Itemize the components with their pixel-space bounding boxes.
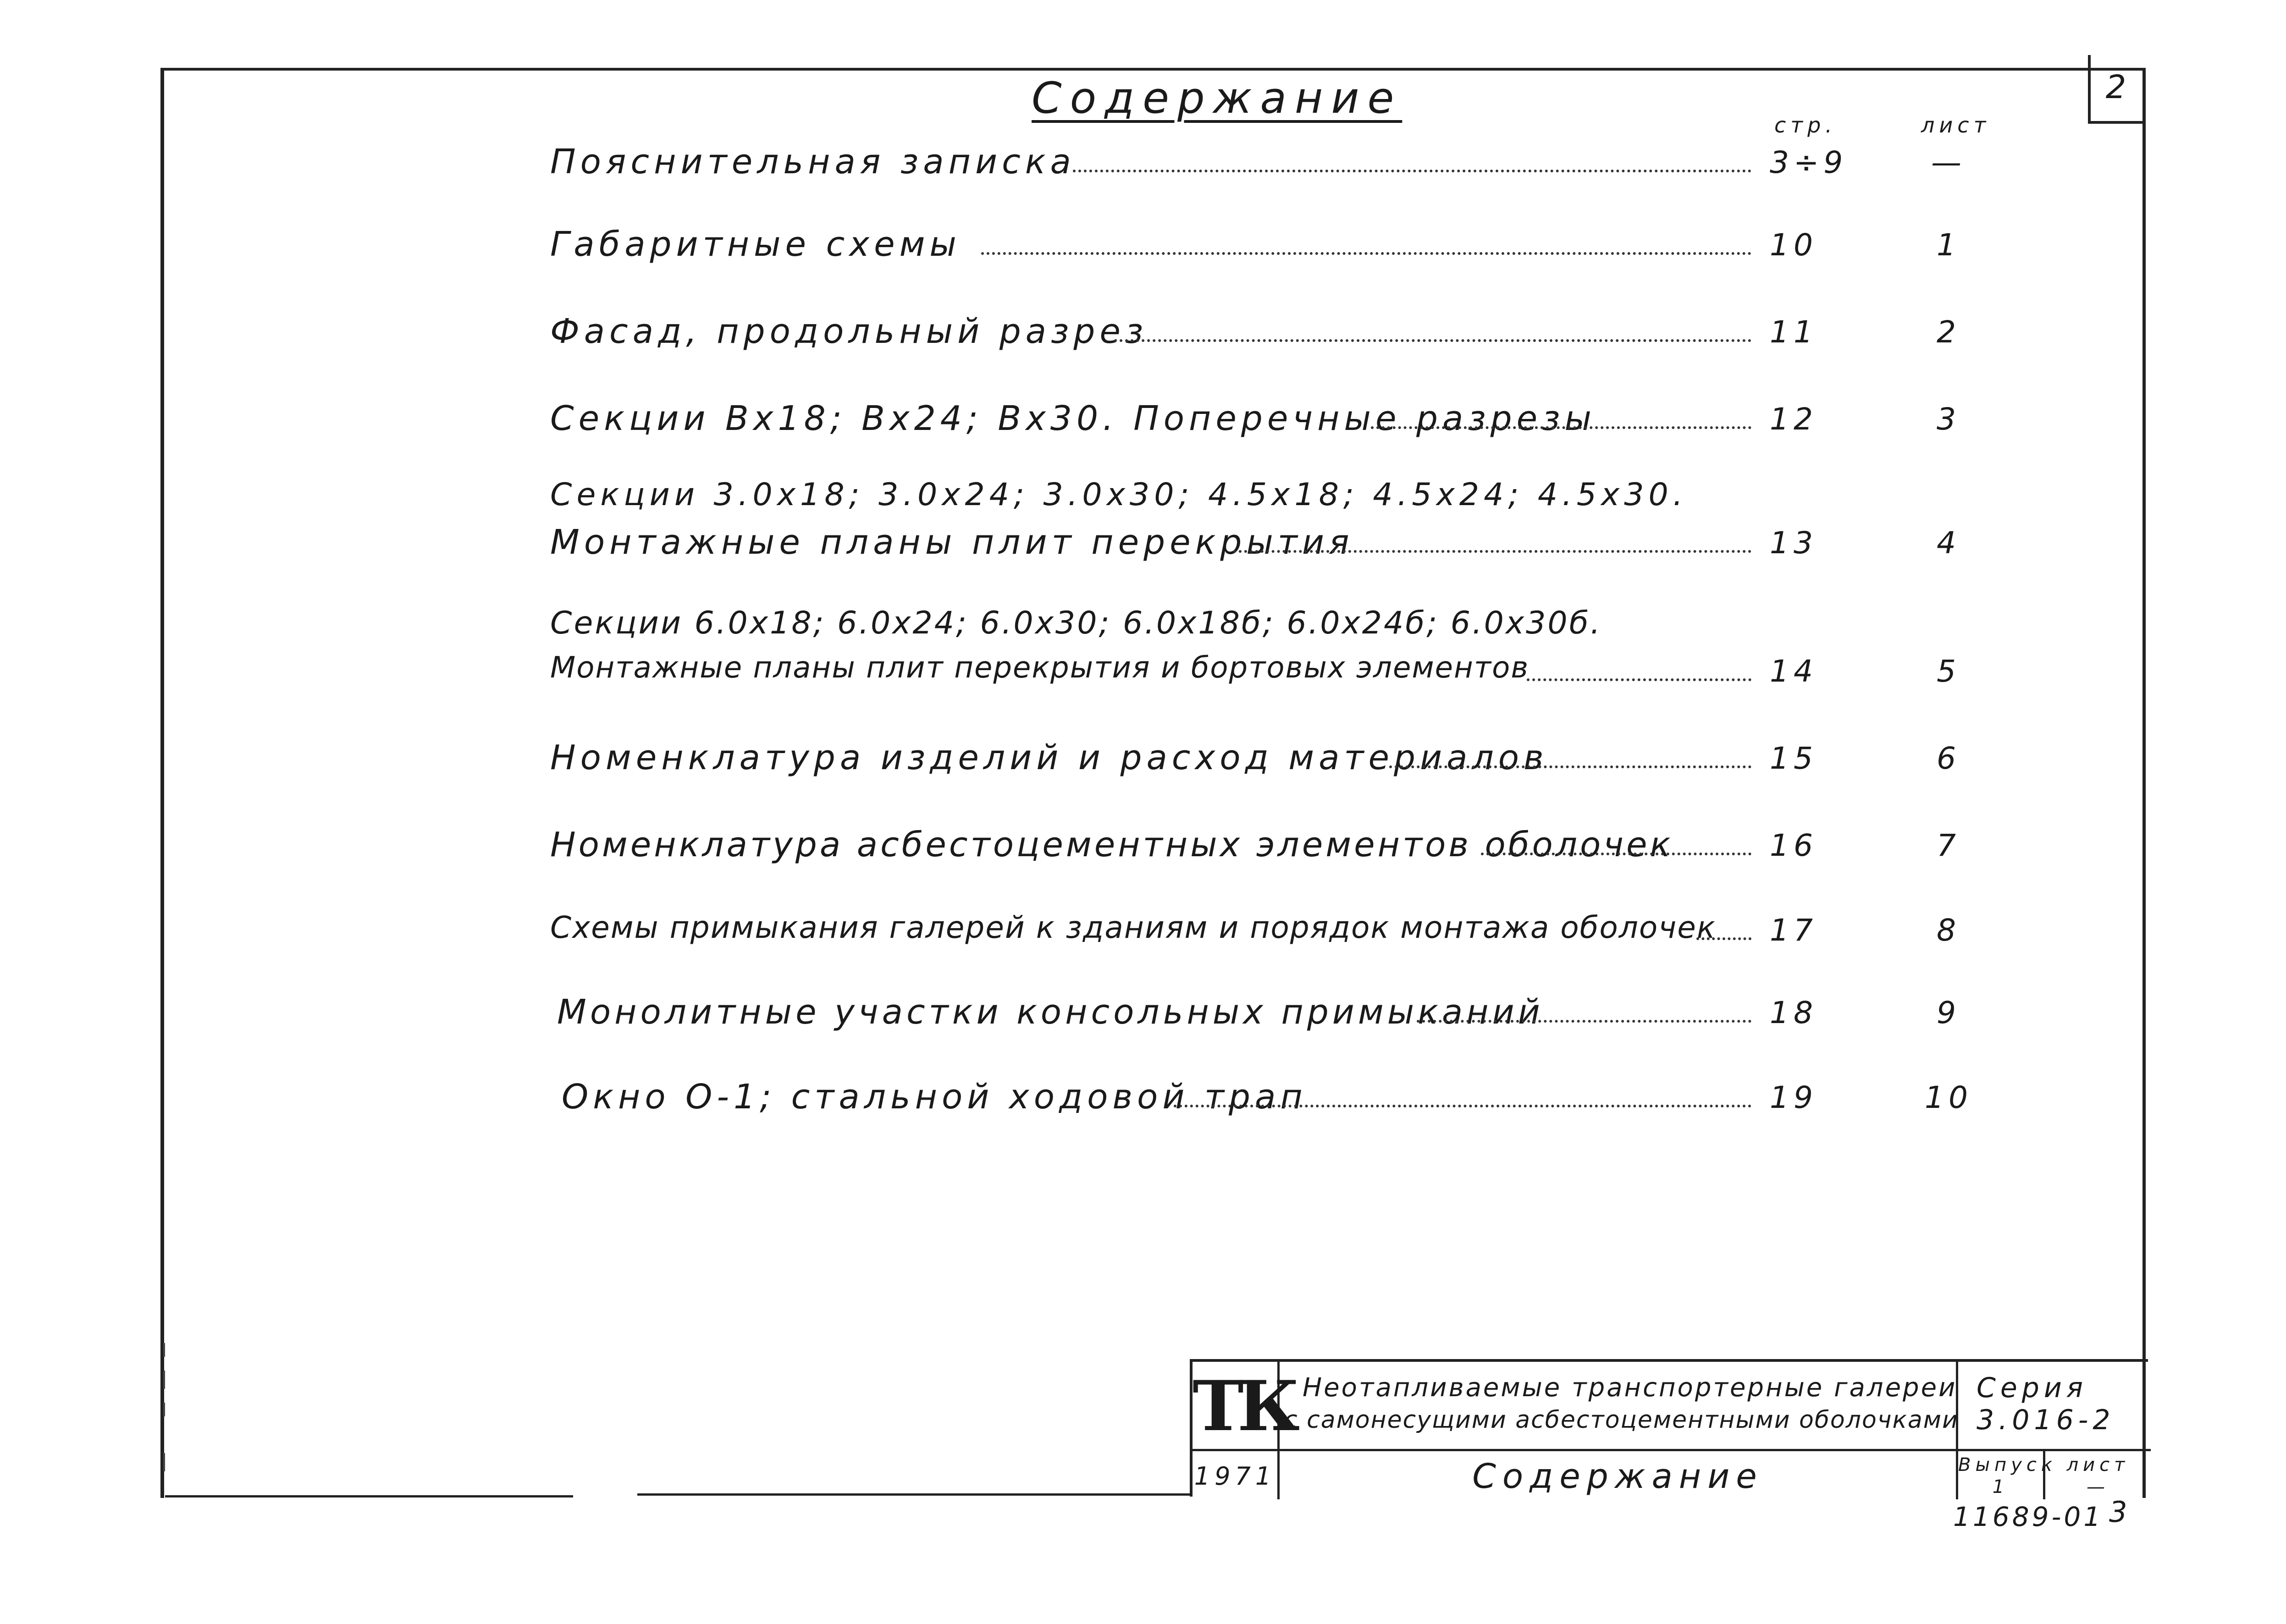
frame-bottom-line-mid: [637, 1493, 1192, 1496]
toc-entry-subtitle: Монтажные планы плит перекрытия и бортовых элементов: [550, 651, 1530, 685]
stamp-sheet-value: —: [2087, 1476, 2109, 1497]
toc-entry-title: Номенклатура асбестоцементных элементов оболочек: [550, 825, 1673, 864]
dot-leader: [981, 252, 1751, 255]
margin-tick: [163, 1403, 165, 1416]
toc-entry-sheet: 7: [1937, 828, 1960, 863]
toc-entry-title: Пояснительная записка: [550, 142, 1076, 182]
toc-entry-sheet: 4: [1937, 525, 1960, 561]
stamp-year: 1971: [1193, 1451, 1280, 1499]
toc-entry-title: Габаритные схемы: [550, 225, 961, 264]
toc-entry-page: 14: [1770, 654, 1817, 689]
stamp-sheet: [2045, 1451, 2151, 1499]
dot-leader: [1527, 678, 1751, 681]
toc-entry-page: 18: [1770, 995, 1817, 1030]
dot-leader: [1389, 765, 1751, 768]
toc-entry: [0, 312, 2286, 367]
toc-entry: [0, 825, 2286, 880]
toc-entry-title: Секции 3.0х18; 3.0х24; 3.0х30; 4.5х18; 4.5х24; 4.5х30.: [550, 477, 1688, 513]
toc-entry: [0, 992, 2286, 1047]
sheet-number-corner: [2088, 55, 2146, 124]
toc-entry-page: 13: [1770, 525, 1817, 561]
toc-entry-title: Номенклатура изделий и расход материалов: [550, 738, 1548, 777]
tk-logo: ТК: [1193, 1362, 1280, 1451]
document-number: 11689-01: [1953, 1501, 2104, 1532]
dot-leader: [1233, 550, 1751, 553]
stamp-issue: [1958, 1451, 2057, 1499]
dot-leader: [1371, 426, 1751, 429]
toc-entry-page: 19: [1770, 1080, 1817, 1115]
stamp-series-label: Серия: [1977, 1372, 2087, 1404]
stamp-title-line2: с самонесущими асбестоцементными оболочками: [1284, 1406, 1959, 1434]
toc-entry: [0, 225, 2286, 280]
stamp-series-value: 3.016-2: [1977, 1404, 2115, 1436]
toc-entry: [0, 738, 2286, 793]
dot-leader: [1696, 937, 1751, 940]
toc-entry: [0, 1077, 2286, 1132]
toc-entry-sheet: 3: [1937, 402, 1960, 437]
toc-entry: [0, 399, 2286, 454]
toc-entry-title: Секции Вх18; Вх24; Вх30. Поперечные разрезы: [550, 399, 1596, 438]
toc-entry-sheet: 2: [1937, 314, 1960, 350]
toc-entry-sheet: 8: [1937, 913, 1960, 948]
toc-entry-page: 16: [1770, 828, 1817, 863]
toc-entry-title: Фасад, продольный разрез: [550, 312, 1148, 351]
toc-entry: [0, 142, 2286, 197]
sheet-number: 2: [2105, 68, 2131, 106]
document-page-number: 3: [2109, 1495, 2132, 1529]
margin-tick: [163, 1371, 165, 1389]
toc-entry-sheet: 6: [1937, 741, 1960, 776]
stamp-document-name: Содержание: [1280, 1451, 1958, 1499]
dot-leader: [1481, 853, 1751, 855]
dot-leader: [1417, 1020, 1751, 1023]
column-header-sheet: лист: [1921, 113, 1991, 138]
stamp-issue-label: Выпуск: [1958, 1454, 2057, 1475]
stamp-sheet-label: лист: [2066, 1454, 2130, 1475]
toc-entry: [0, 477, 2286, 578]
toc-entry-page: 10: [1770, 227, 1817, 263]
toc-entry-subtitle: Монтажные планы плит перекрытия: [550, 523, 1354, 562]
margin-tick: [163, 1453, 165, 1471]
stamp-project-title: [1280, 1362, 1958, 1451]
toc-entry-title: Монолитные участки консольных примыканий: [557, 992, 1544, 1032]
title-block: [1190, 1359, 2148, 1497]
toc-entry-title: Секции 6.0х18; 6.0х24; 6.0х30; 6.0х18б; 6.0х24б; 6.0х30б.: [550, 605, 1602, 641]
page-title: Содержание: [1032, 73, 1403, 123]
toc-entry-sheet: 10: [1925, 1080, 1972, 1115]
toc-entry-sheet: 9: [1937, 995, 1960, 1030]
toc-entry-title: Схемы примыкания галерей к зданиям и порядок монтажа оболочек: [550, 910, 1716, 945]
stamp-title-line1: Неотапливаемые транспортерные галереи: [1303, 1373, 1957, 1403]
dot-leader: [1114, 339, 1751, 342]
toc-entry-sheet: —: [1931, 145, 1966, 180]
toc-entry: [0, 605, 2286, 706]
stamp-series: [1958, 1362, 2151, 1451]
toc-entry-page: 3÷9: [1770, 145, 1848, 180]
column-header-page: стр.: [1774, 113, 1837, 138]
toc-entry-sheet: 5: [1937, 654, 1960, 689]
toc-entry-sheet: 1: [1937, 227, 1960, 263]
frame-bottom-line-left: [165, 1495, 573, 1497]
toc-entry-title: Окно О-1; стальной ходовой трап: [562, 1077, 1307, 1117]
toc-entry-page: 11: [1770, 314, 1817, 350]
toc-entry-page: 17: [1770, 913, 1817, 948]
toc-entry-page: 15: [1770, 741, 1817, 776]
dot-leader: [1174, 1105, 1751, 1107]
dot-leader: [1073, 170, 1751, 172]
toc-entry: [0, 910, 2286, 965]
toc-entry-page: 12: [1770, 402, 1817, 437]
stamp-issue-value: 1: [1992, 1476, 2009, 1497]
margin-tick: [163, 1343, 165, 1357]
